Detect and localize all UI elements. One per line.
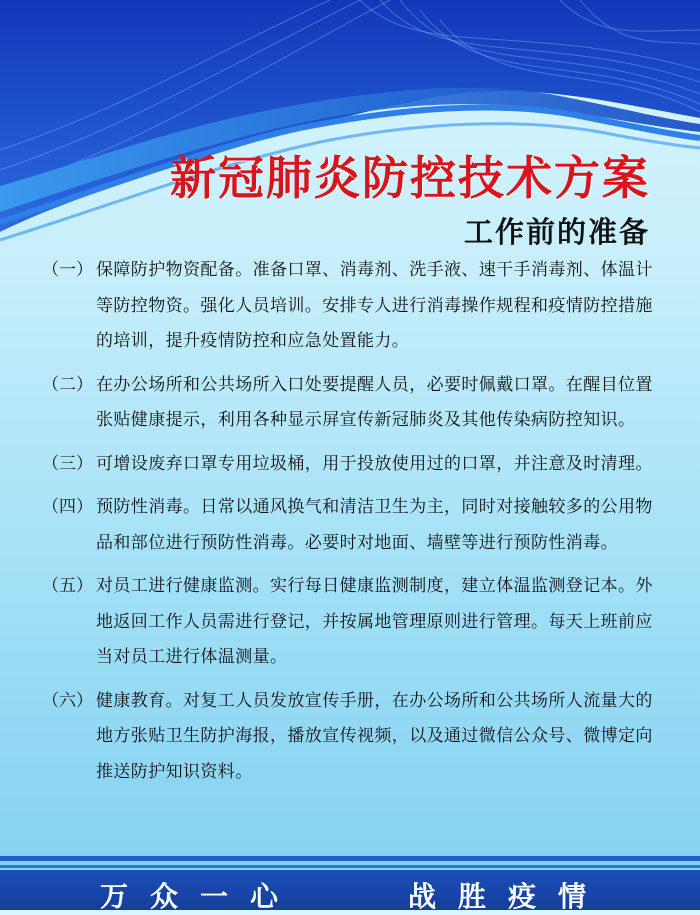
list-item — [42, 253, 662, 360]
footer-divider — [0, 865, 700, 868]
item-number: （一） — [42, 260, 93, 280]
list-item — [42, 569, 662, 676]
item-text: 保障防护物资配备。准备口罩、消毒剂、洗手液、速干手消毒剂、体温计等防控物资。强化人员培训。安排专人进行消毒操作规程和疫情防控措施的培训，提升疫情防控和应急处置能力。 — [96, 260, 653, 351]
item-number: （五） — [42, 576, 93, 596]
item-number: （二） — [42, 374, 93, 395]
item-number: （四） — [42, 497, 93, 517]
slogan-left: 万众一心 — [100, 880, 301, 913]
slogan-right: 战胜疫情 — [408, 880, 609, 913]
list-item — [42, 368, 662, 439]
item-text: 预防性消毒。日常以通风换气和清洁卫生为主，同时对接触较多的公用物品和部位进行预防性消毒。必要时对地面、墙壁等进行预防性消毒。 — [96, 497, 653, 553]
measures-list — [42, 253, 662, 798]
list-item — [42, 684, 662, 791]
item-text: 对员工进行健康监测。实行每日健康监测制度，建立体温监测登记本。外地返回工作人员需进行登记，并按属地管理原则进行管理。每天上班前应当对员工进行体温测量。 — [96, 576, 653, 667]
item-text: 可增设废弃口罩专用垃圾桶，用于投放使用过的口罩，并注意及时清理。 — [96, 453, 653, 474]
item-number: （六） — [42, 690, 93, 711]
poster-subtitle: 工作前的准备 — [463, 215, 650, 249]
item-text: 在办公场所和公共场所入口处要提醒人员，必要时佩戴口罩。在醒目位置张贴健康提示，利用各种显示屏宣传新冠肺炎及其他传染病防控知识。 — [96, 374, 653, 430]
list-item — [42, 490, 662, 561]
footer-divider — [0, 856, 700, 861]
item-number: （三） — [42, 453, 93, 474]
item-text: 健康教育。对复工人员发放宣传手册，在办公场所和公共场所人流量大的地方张贴卫生防护海报，播放宣传视频，以及通过微信公众号、微博定向推送防护知识资料。 — [96, 690, 653, 782]
poster-title: 新冠肺炎防控技术方案 — [170, 151, 650, 205]
list-item — [42, 447, 662, 483]
